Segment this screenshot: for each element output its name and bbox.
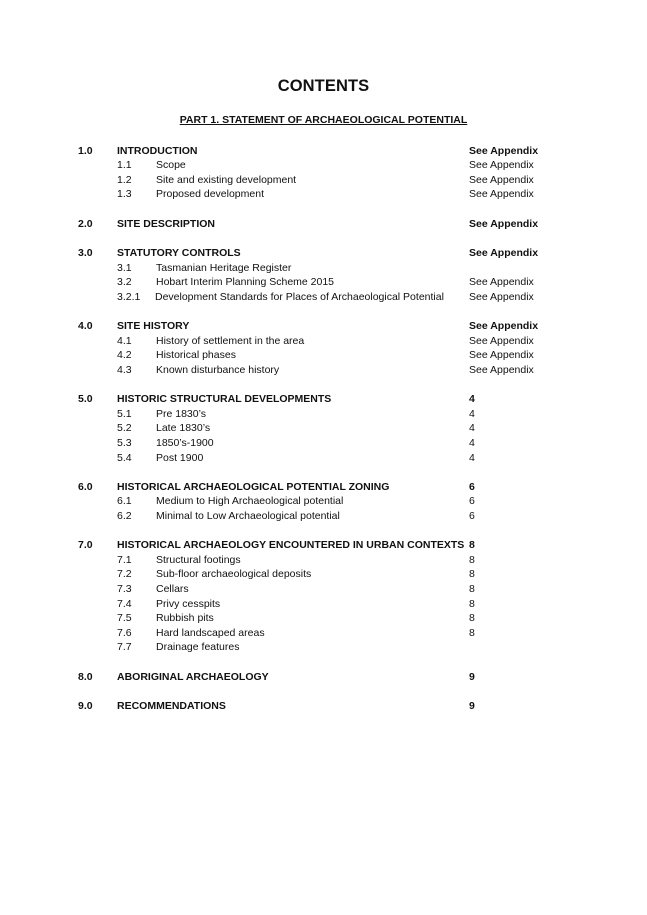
toc-subsection-6-2 bbox=[0, 509, 647, 523]
section-title: SITE HISTORY bbox=[117, 320, 190, 332]
subsection-number: 3.2.1 bbox=[117, 291, 141, 303]
toc-subsection-3-1 bbox=[0, 261, 647, 275]
page-ref: 8 bbox=[469, 554, 475, 566]
subsection-number: 1.1 bbox=[117, 159, 132, 171]
subsection-title: Cellars bbox=[156, 583, 189, 595]
page-ref: See Appendix bbox=[469, 174, 534, 186]
section-title: INTRODUCTION bbox=[117, 145, 198, 157]
subsection-title: Sub-floor archaeological deposits bbox=[156, 568, 312, 580]
toc-section-7 bbox=[0, 538, 647, 552]
page-ref: 4 bbox=[469, 393, 475, 405]
section-number: 3.0 bbox=[78, 247, 93, 259]
subsection-number: 1.3 bbox=[117, 188, 132, 200]
page-ref: 8 bbox=[469, 583, 475, 595]
subsection-title: Known disturbance history bbox=[156, 364, 280, 376]
page-ref: See Appendix bbox=[469, 159, 534, 171]
subsection-number: 6.2 bbox=[117, 510, 132, 522]
page-ref: 8 bbox=[469, 612, 475, 624]
page-ref: See Appendix bbox=[469, 218, 539, 230]
subsection-number: 4.2 bbox=[117, 349, 132, 361]
page-ref: 8 bbox=[469, 598, 475, 610]
subsection-title: Hard landscaped areas bbox=[156, 627, 265, 639]
toc-section-5 bbox=[0, 392, 647, 406]
page-ref: 4 bbox=[469, 408, 475, 420]
toc-subsection-4-2 bbox=[0, 348, 647, 362]
page-ref: See Appendix bbox=[469, 247, 539, 259]
subsection-number: 7.2 bbox=[117, 568, 132, 580]
toc-subsection-5-4 bbox=[0, 451, 647, 465]
toc-subsection-4-3 bbox=[0, 363, 647, 377]
subsection-number: 1.2 bbox=[117, 174, 132, 186]
section-title: ABORIGINAL ARCHAEOLOGY bbox=[117, 671, 269, 683]
page-ref: See Appendix bbox=[469, 320, 539, 332]
section-number: 2.0 bbox=[78, 218, 93, 230]
toc-subsection-5-1 bbox=[0, 407, 647, 421]
page-ref: 9 bbox=[469, 671, 475, 683]
toc-section-2 bbox=[0, 217, 647, 231]
section-number: 6.0 bbox=[78, 481, 93, 493]
toc-section-8 bbox=[0, 670, 647, 684]
toc-section-9 bbox=[0, 699, 647, 713]
subsection-title: Post 1900 bbox=[156, 452, 204, 464]
subsection-title: Scope bbox=[156, 159, 186, 171]
subsection-title: Site and existing development bbox=[156, 174, 297, 186]
section-title: HISTORIC STRUCTURAL DEVELOPMENTS bbox=[117, 393, 332, 405]
subsection-title: Pre 1830’s bbox=[156, 408, 207, 420]
subsection-number: 3.1 bbox=[117, 262, 132, 274]
toc-subsection-7-4 bbox=[0, 597, 647, 611]
page-ref: See Appendix bbox=[469, 335, 534, 347]
subsection-title: Drainage features bbox=[156, 641, 240, 653]
subsection-title: Rubbish pits bbox=[156, 612, 214, 624]
page-ref: 4 bbox=[469, 422, 475, 434]
subsection-title: Structural footings bbox=[156, 554, 241, 566]
page-title: CONTENTS bbox=[277, 77, 370, 95]
page-ref: See Appendix bbox=[469, 364, 534, 376]
section-number: 1.0 bbox=[78, 145, 93, 157]
subsection-title: Historical phases bbox=[156, 349, 236, 361]
subsection-title: Proposed development bbox=[156, 188, 264, 200]
toc-subsection-7-3 bbox=[0, 582, 647, 596]
subsection-number: 6.1 bbox=[117, 495, 132, 507]
toc-subsection-7-1 bbox=[0, 553, 647, 567]
subsection-title: Medium to High Archaeological potential bbox=[156, 495, 344, 507]
subsection-number: 5.2 bbox=[117, 422, 132, 434]
page-ref: See Appendix bbox=[469, 291, 534, 303]
toc-subsection-1-3 bbox=[0, 187, 647, 201]
subsection-title: Development Standards for Places of Archaeological Potential bbox=[155, 291, 444, 303]
subsection-title: 1850’s-1900 bbox=[156, 437, 214, 449]
subsection-title: History of settlement in the area bbox=[156, 335, 305, 347]
section-title: SITE DESCRIPTION bbox=[117, 218, 216, 230]
subsection-number: 7.1 bbox=[117, 554, 132, 566]
section-title: HISTORICAL ARCHAEOLOGY ENCOUNTERED IN URBAN CONTEXTS bbox=[117, 539, 465, 551]
toc-section-4 bbox=[0, 319, 647, 333]
page-ref: See Appendix bbox=[469, 145, 539, 157]
subsection-number: 4.3 bbox=[117, 364, 132, 376]
toc-subsection-7-7 bbox=[0, 640, 647, 654]
page-ref: 8 bbox=[469, 627, 475, 639]
subsection-number: 4.1 bbox=[117, 335, 132, 347]
toc-subsection-7-5 bbox=[0, 611, 647, 625]
section-title: STATUTORY CONTROLS bbox=[117, 247, 241, 259]
subsection-title: Privy cesspits bbox=[156, 598, 221, 610]
subsection-number: 5.3 bbox=[117, 437, 132, 449]
section-number: 4.0 bbox=[78, 320, 93, 332]
section-title: HISTORICAL ARCHAEOLOGICAL POTENTIAL ZONING bbox=[117, 481, 390, 493]
page-ref: 8 bbox=[469, 568, 475, 580]
toc-section-6 bbox=[0, 480, 647, 494]
toc-subsection-3-2-1 bbox=[0, 290, 647, 304]
subsection-number: 7.7 bbox=[117, 641, 132, 653]
part-heading: PART 1. STATEMENT OF ARCHAEOLOGICAL POTENTIAL bbox=[179, 114, 468, 126]
toc-subsection-7-6 bbox=[0, 626, 647, 640]
subsection-title: Tasmanian Heritage Register bbox=[156, 262, 292, 274]
page-ref: See Appendix bbox=[469, 276, 534, 288]
toc-subsection-5-2 bbox=[0, 421, 647, 435]
toc-subsection-1-1 bbox=[0, 158, 647, 172]
toc-subsection-5-3 bbox=[0, 436, 647, 450]
toc-subsection-3-2 bbox=[0, 275, 647, 289]
page-ref: 6 bbox=[469, 510, 475, 522]
page-ref: 4 bbox=[469, 452, 475, 464]
page-ref: 4 bbox=[469, 437, 475, 449]
section-number: 9.0 bbox=[78, 700, 93, 712]
page-ref: 8 bbox=[469, 539, 475, 551]
toc-subsection-7-2 bbox=[0, 567, 647, 581]
subsection-number: 7.5 bbox=[117, 612, 132, 624]
toc-subsection-1-2 bbox=[0, 173, 647, 187]
page-ref: See Appendix bbox=[469, 188, 534, 200]
page-ref: 9 bbox=[469, 700, 475, 712]
page-ref: 6 bbox=[469, 481, 475, 493]
subsection-number: 5.4 bbox=[117, 452, 132, 464]
toc-subsection-6-1 bbox=[0, 494, 647, 508]
subsection-title: Hobart Interim Planning Scheme 2015 bbox=[156, 276, 335, 288]
section-number: 7.0 bbox=[78, 539, 93, 551]
subsection-number: 5.1 bbox=[117, 408, 132, 420]
toc-subsection-4-1 bbox=[0, 334, 647, 348]
subsection-title: Late 1830’s bbox=[156, 422, 211, 434]
toc-section-3 bbox=[0, 246, 647, 260]
subsection-title: Minimal to Low Archaeological potential bbox=[156, 510, 340, 522]
toc-section-1 bbox=[0, 144, 647, 158]
subsection-number: 3.2 bbox=[117, 276, 132, 288]
subsection-number: 7.3 bbox=[117, 583, 132, 595]
subsection-number: 7.4 bbox=[117, 598, 132, 610]
page-ref: 6 bbox=[469, 495, 475, 507]
subsection-number: 7.6 bbox=[117, 627, 132, 639]
page-ref: See Appendix bbox=[469, 349, 534, 361]
section-title: RECOMMENDATIONS bbox=[117, 700, 226, 712]
section-number: 8.0 bbox=[78, 671, 93, 683]
section-number: 5.0 bbox=[78, 393, 93, 405]
